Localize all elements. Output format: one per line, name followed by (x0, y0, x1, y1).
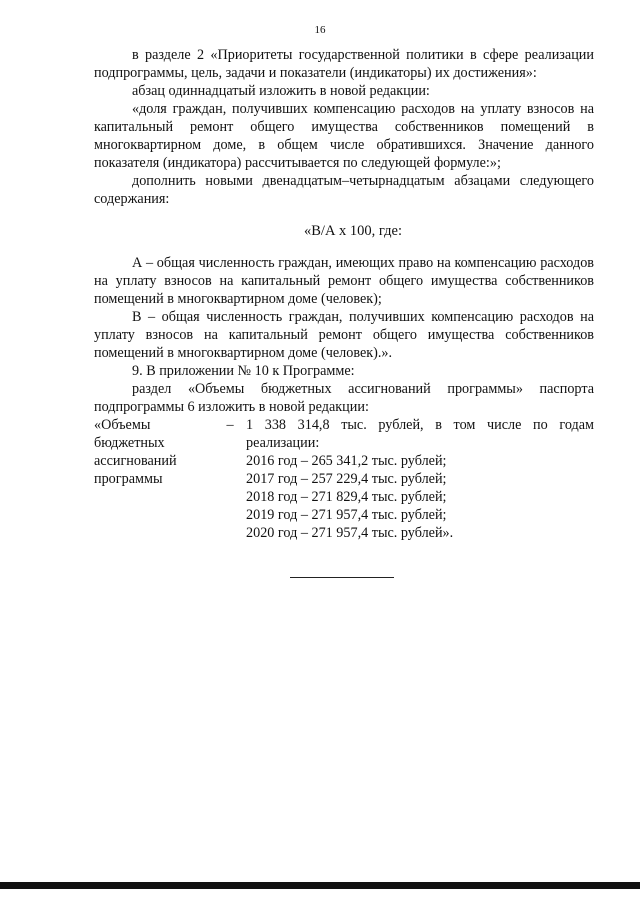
passport-year-2016: 2016 год – 265 341,2 тыс. рублей; (246, 453, 447, 469)
passport-total: 1 338 314,8 тыс. рублей, в том числе по годам (246, 417, 594, 433)
passport-total-cont: реализации: (246, 435, 320, 451)
passport-table (94, 416, 594, 542)
passport-label (94, 416, 214, 542)
passport-year-2019: 2019 год – 271 957,4 тыс. рублей; (246, 507, 447, 523)
paragraph-indicator-definition: «доля граждан, получивших компенсацию расходов на уплату взносов на капитальный ремонт общего имущества собственников помещений в многоквартирном доме, в общем числе обратившихся. Значение данного показателя (индикатора) рассчитывается по следующей формуле:»; (94, 101, 594, 171)
passport-year-2020: 2020 год – 271 957,4 тыс. рублей». (246, 525, 454, 541)
passport-label-line: «Объемы (94, 417, 151, 433)
paragraph-variable-a: А – общая численность граждан, имеющих право на компенсацию расходов на уплату взносов на капитальный ремонт общего имущества собственников помещений в многоквартирном доме (человек); (94, 255, 594, 307)
passport-dash: – (226, 417, 234, 433)
paragraph-passport-section: раздел «Объемы бюджетных ассигнований программы» паспорта подпрограммы 6 изложить в новой редакции: (94, 381, 594, 415)
paragraph-add-abzacs: дополнить новыми двенадцатым–четырнадцатым абзацами следующего содержания: (94, 173, 594, 207)
paragraph-item-9: 9. В приложении № 10 к Программе: (132, 363, 355, 379)
passport-label-line: программы (94, 471, 163, 487)
passport-label-line: бюджетных (94, 435, 165, 451)
passport-year-2018: 2018 год – 271 829,4 тыс. рублей; (246, 489, 447, 505)
page-number: 16 (314, 24, 326, 36)
paragraph-variable-b: В – общая численность граждан, получивших компенсацию расходов на уплату взносов на капитальный ремонт общего имущества собственников помещений в многоквартирном доме (человек).». (94, 309, 594, 361)
document-body (94, 46, 594, 542)
passport-year-2017: 2017 год – 257 229,4 тыс. рублей; (246, 471, 447, 487)
paragraph-eleventh-abzac: абзац одиннадцатый изложить в новой редакции: (132, 83, 430, 99)
scan-bottom-border (0, 882, 640, 889)
passport-values (246, 416, 594, 542)
formula: «В/А х 100, где: (304, 223, 402, 239)
paragraph-section-2: в разделе 2 «Приоритеты государственной политики в сфере реализации подпрограммы, цель, задачи и показатели (индикаторы) их достижения»: (94, 47, 594, 81)
passport-label-line: ассигнований (94, 453, 177, 469)
end-rule-divider (290, 577, 394, 578)
